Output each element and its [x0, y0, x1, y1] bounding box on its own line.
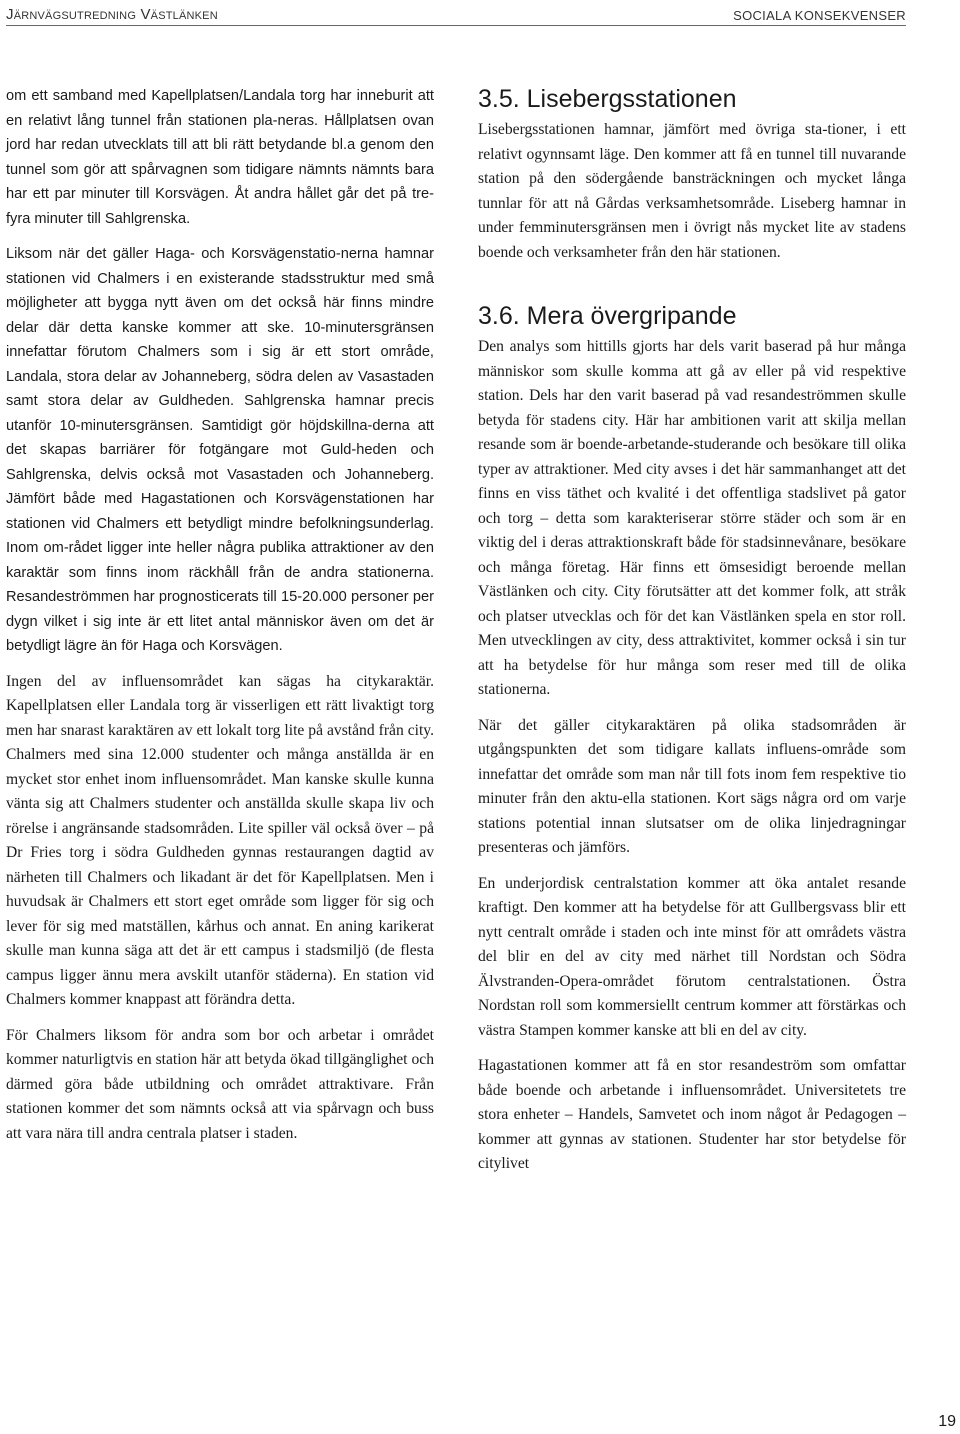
paragraph-intro: om ett samband med Kapellplatsen/Landala torg har inneburit att en relativt lång tunnel från stationen pla-neras. Hållplatsen ovan jord har redan utvecklats till att bli rätt betydande bl.a genom den tunnel som gör att spårvagnen som tidigare nämnts nämnts bara har ett par minuter till Korsvägen. Åt andra hållet går det på tre-fyra minuter till Sahlgrenska.	[6, 88, 434, 227]
page-number: 19	[938, 1413, 956, 1430]
section-heading-liseberg: 3.5. Lisebergsstationen	[478, 85, 737, 113]
paragraph-analys: Den analys som hittills gjorts har dels varit baserad på hur många människor som skulle komma att gå av eller på vid respektive station. Dels har den varit baserad på vad resandeströmmen skulle betyda för stadens city. Här har ambitionen varit att skilja mellan resande som är boende-arbetande-studerande och besökare till olika typer av attraktioner. Med city avses i det här sammanhanget att det finns en viss täthet och kvalité i det offentliga stadslivet på gator och torg – detta som karakteriserar större städer och som är en viktig del i deras attraktionskraft både för stadsinnevånare, besökare och många företag. Här finns ett ömsesidigt beroende mellan Västlänken och city. City förutsätter att det kommer folk, att stråk och platser utvecklas och för det kan Västlänken spela en stor roll. Men utvecklingen av city, dess attraktivitet, kommer också i sin tur att ha betydelse för hur många som reser med till de olika stationerna.	[478, 338, 906, 698]
left-column	[6, 84, 434, 1157]
section-heading-overgripande: 3.6. Mera övergripande	[478, 302, 737, 330]
paragraph-chalmers-structure: Liksom när det gäller Haga- och Korsvägenstatio-nerna hamnar stationen vid Chalmers i en existerande stadsstruktur med små möjligheter att bygga nytt även om det också här finns mindre delar där detta kanske kommer att ske. 10-minutersgränsen innefattar förutom Chalmers som i sig är ett stort område, Landala, stora delar av Johanneberg, södra delen av Vasastaden samt stora delar av Guldheden. Sahlgrenska hamnar precis utanför 10-minutersgränsen. Samtidigt gör höjdskillna-derna att det skapas barriärer för fotgängare mot Guld-heden och Sahlgrenska, delvis också mot Vasastaden och Johanneberg. Jämfört både med Hagastationen och Korsvägenstationen har stationen vid Chalmers ett betydligt mindre befolkningsunderlag. Inom om-rådet ligger inte heller några publika attraktioner av den karaktär som finns inom räckhåll från de andra stationerna. Resandeströmmen har prognosticerats till 15-20.000 personer per dygn vilket i sig inte är ett litet antal människor även om det är betydligt lägre än för Haga och Korsvägen.	[6, 246, 434, 654]
paragraph-citykaraktar: Ingen del av influensområdet kan sägas ha citykaraktär. Kapellplatsen eller Landala torg är visserligen ett rätt livaktigt torg men har snarast karaktären av ett lokalt torg lite på avstånd från city. Chalmers med sina 12.000 studenter och många anställda är en mycket stor enhet inom influensområdet. Man kanske skulle kunna vänta sig att Chalmers studenter och anställda skulle skapa liv och rörelse i angränsande stadsområden. Lite spiller väl också över – på Dr Fries torg i södra Guldheden gynnas restaurangen dagtid av närheten till Chalmers och likadant är det för Kapellplatsen. Men i huvudsak är Chalmers ett stort eget område som ligger för sig och lever för sig med matställen, kårhus och annat. En aning karikerat skulle man kunna säga att det är ett campus i stadsmiljö (de flesta campus ligger ännu mera avskilt utanför städerna). En station vid Chalmers kommer knappast att förändra detta.	[6, 672, 434, 1008]
paragraph-liseberg: Lisebergsstationen hamnar, jämfört med övriga sta-tioner, i ett relativt ogynnsamt läge. Den kommer att få en tunnel till nuvarande station på den södergående bansträckningen och mycket långa tunnlar för att nå Gårdas verksamhetsområde. Liseberg hamnar in under femminutersgränsen men i övrigt nås mycket lite av stadens boende och verksamheter från den här stationen.	[478, 121, 906, 261]
paragraph-hagastationen: Hagastationen kommer att få en stor resandeström som omfattar både boende och arbetande i influensområdet. Universitetets tre stora enheter – Handels, Samvetet och inom något år Pedagogen – kommer att gynnas av stationen. Studenter har stor betydelse för citylivet	[478, 1057, 906, 1172]
paragraph-centralstation: En underjordisk centralstation kommer att öka antalet resande kraftigt. Den kommer att ha betydelse för att Gullbergsvass blir ett nytt centralt område i staden och inte minst för att områdets västra del blir en del av city med närhet till Nordstan och Södra Älvstranden-Opera-området förutom centralstationen. Östra Nordstan roll som kommersiellt centrum kommer att förstärkas och västra Stampen kommer kanske att bli en del av city.	[478, 874, 906, 1039]
right-column	[478, 84, 906, 1188]
running-header	[6, 3, 906, 26]
header-title: Järnvägsutredning Västlänken	[6, 6, 218, 23]
paragraph-chalmers-access: För Chalmers liksom för andra som bor och arbetar i området kommer naturligtvis en station här att betyda ökad tillgänglighet och därmed göra både utbildning och området attraktivare. Från stationen kommer det som nämnts också att via spårvagn och buss att vara nära till andra centrala platser i staden.	[6, 1026, 434, 1142]
paragraph-citykaraktaren: När det gäller citykaraktären på olika stadsområden är utgångspunkten det som tidigare kallats influens-område som innefattar det område som man når till fots inom fem respektive tio minuter från den aktu-ella stationen. Kort sägs några ord om varje stations potential innan slutsatser om de olika linjedragningar presenteras och jämförs.	[478, 716, 906, 856]
header-section: SOCIALA KONSEKVENSER	[733, 8, 906, 23]
